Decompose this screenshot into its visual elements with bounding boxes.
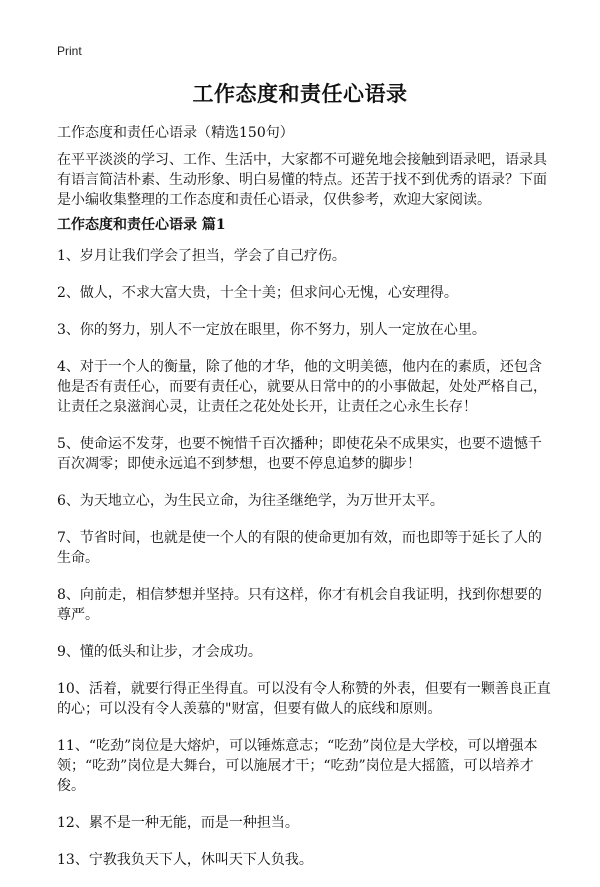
quote-item: 1、岁月让我们学会了担当，学会了自己疗伤。	[57, 248, 346, 264]
quote-item: 3、你的努力，别人不一定放在眼里，你不努力，别人一定放在心里。	[57, 322, 486, 338]
quote-item: 9、懂的低头和让步，才会成功。	[57, 644, 262, 660]
quote-item: 8、向前走，相信梦想并坚持。只有这样，你才有机会自我证明，找到你想要的尊严。	[57, 587, 542, 623]
section-heading: 工作态度和责任心语录 篇1	[57, 217, 226, 233]
page-subtitle: 工作态度和责任心语录（精选150句）	[57, 125, 294, 141]
page-title: 工作态度和责任心语录	[192, 81, 408, 106]
quote-item: 10、活着，就要行得正坐得直。可以没有令人称赞的外表，但要有一颗善良正直的心；可以没有令人羡慕的"财富，但要有做人的底线和原则。	[57, 681, 551, 717]
print-link[interactable]: Print	[57, 44, 82, 58]
quote-item: 13、宁教我负天下人，休叫天下人负我。	[57, 852, 313, 868]
quote-item: 11、“吃劲”岗位是大熔炉，可以锤炼意志；“吃劲”岗位是大学校，可以增强本领；“吃劲”岗位是大舞台，可以施展才干；“吃劲”岗位是大摇篮，可以培养才俊。	[57, 738, 538, 794]
quote-item: 2、做人，不求大富大贵，十全十美；但求问心无愧，心安理得。	[57, 285, 458, 301]
intro-paragraph: 在平平淡淡的学习、工作、生活中，大家都不可避免地会接触到语录吧，语录具有语言简洁朴素、生动形象、明白易懂的特点。还苦于找不到优秀的语录？下面是小编收集整理的工作态度和责任心语录，仅供参考，欢迎大家阅读。	[57, 152, 547, 208]
quote-item: 5、使命运不发芽，也要不惋惜千百次播种；即使花朵不成果实，也要不遗憾千百次凋零；即使永远追不到梦想，也要不停息追梦的脚步！	[57, 436, 542, 472]
quote-item: 12、累不是一种无能，而是一种担当。	[57, 815, 299, 831]
quote-item: 6、为天地立心，为生民立命，为往圣继绝学，为万世开太平。	[57, 493, 444, 509]
quote-list	[57, 246, 553, 887]
quote-item: 4、对于一个人的衡量，除了他的才华，他的文明美德，他内在的素质，还包含他是否有责任心，而要有责任心，就要从日常中的的小事做起，处处严格自己，让责任之泉滋润心灵，让责任之花处处长开，让责任之心永生长存！	[57, 359, 547, 415]
quote-item: 7、节省时间，也就是使一个人的有限的使命更加有效，而也即等于延长了人的生命。	[57, 530, 542, 566]
